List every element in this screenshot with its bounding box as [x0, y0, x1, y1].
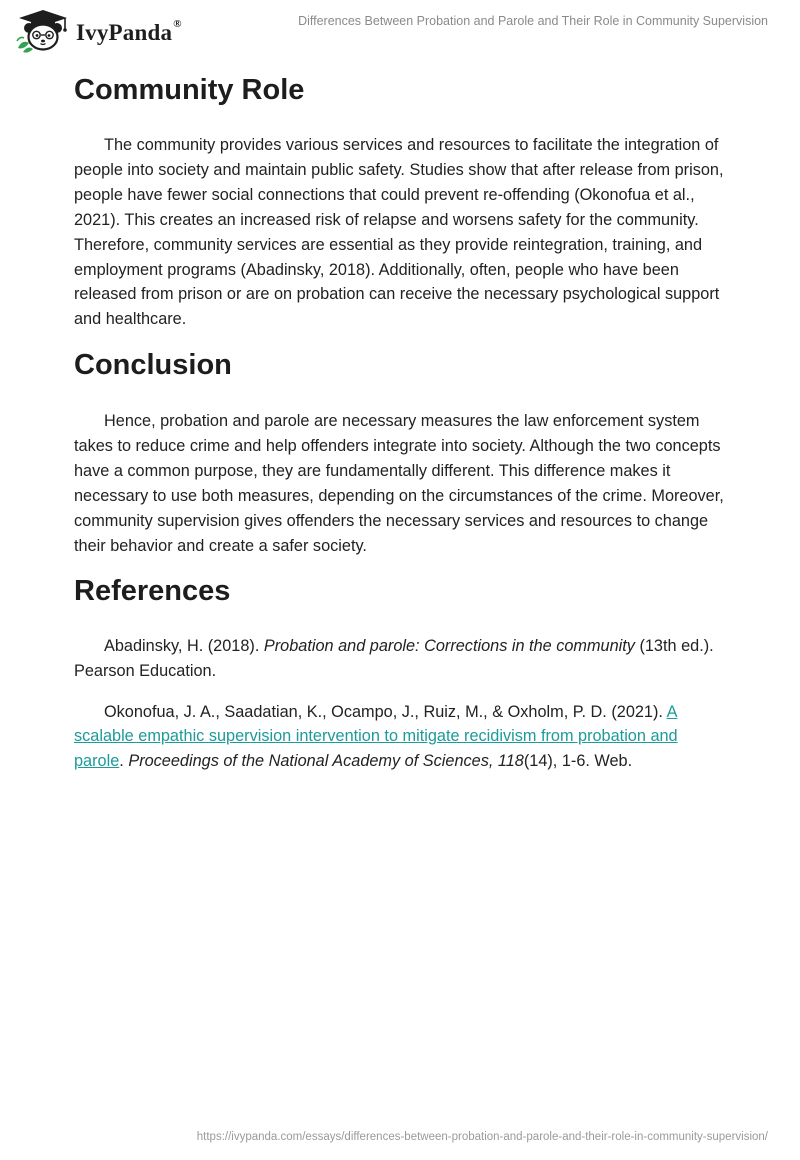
registered-mark: ®: [173, 18, 182, 30]
reference-separator: .: [119, 752, 129, 771]
reference-journal: Proceedings of the National Academy of Sciences, 118: [128, 752, 524, 771]
article-body: [74, 70, 730, 774]
running-title: Differences Between Probation and Parole and Their Role in Community Supervision: [298, 14, 768, 28]
paragraph-conclusion: Hence, probation and parole are necessary measures the law enforcement system takes to reduce crime and help offenders integrate into society. Although the two concepts have a common purpose, they are fundamentally different. This difference makes it necessary to use both measures, depending on the circumstances of the crime. Moreover, community supervision gives offenders the necessary services and resources to change their behavior and create a safer society.: [74, 412, 724, 555]
heading-community-role: Community Role: [74, 74, 305, 106]
heading-conclusion: Conclusion: [74, 349, 232, 382]
reference-details: (14), 1-6. Web.: [523, 752, 633, 771]
brand-name: IvyPanda®: [76, 18, 182, 45]
paragraph-community-role: The community provides various services and resources to facilitate the integration of people into society and maintain public safety. Studies show that after release from prison, people have fewer social connections that could prevent re-offending (Okonofua et al., 2021). This creates an increased risk of relapse and worsens safety for the community. Therefore, community services are essential as they provide reintegration, training, and employment programs (Abadinsky, 2018). Additionally, often, people who have been released from prison or are on probation can receive the necessary psychological support and healthcare.: [74, 136, 724, 329]
reference-article-link[interactable]: A scalable empathic supervision intervention to mitigate recidivism from probation and parole: [74, 702, 678, 771]
footer-source-url: https://ivypanda.com/essays/differences-between-probation-and-parole-and-their-role-in-community-supervision/: [196, 1131, 768, 1143]
heading-references: References: [74, 574, 231, 607]
page-header: [0, 0, 800, 60]
reference-okonofua: [74, 700, 730, 775]
reference-authors: Abadinsky, H. (2018).: [104, 636, 264, 655]
reference-details: (13th ed.). Pearson Education.: [74, 636, 714, 680]
reference-authors: Okonofua, J. A., Saadatian, K., Ocampo, J., Ruiz, M., & Oxholm, P. D. (2021).: [104, 702, 667, 721]
reference-abadinsky: [74, 634, 730, 684]
reference-book-title: Probation and parole: Corrections in the community: [263, 636, 635, 655]
ivypanda-logo[interactable]: [14, 8, 182, 54]
panda-graduate-icon: [14, 8, 72, 54]
